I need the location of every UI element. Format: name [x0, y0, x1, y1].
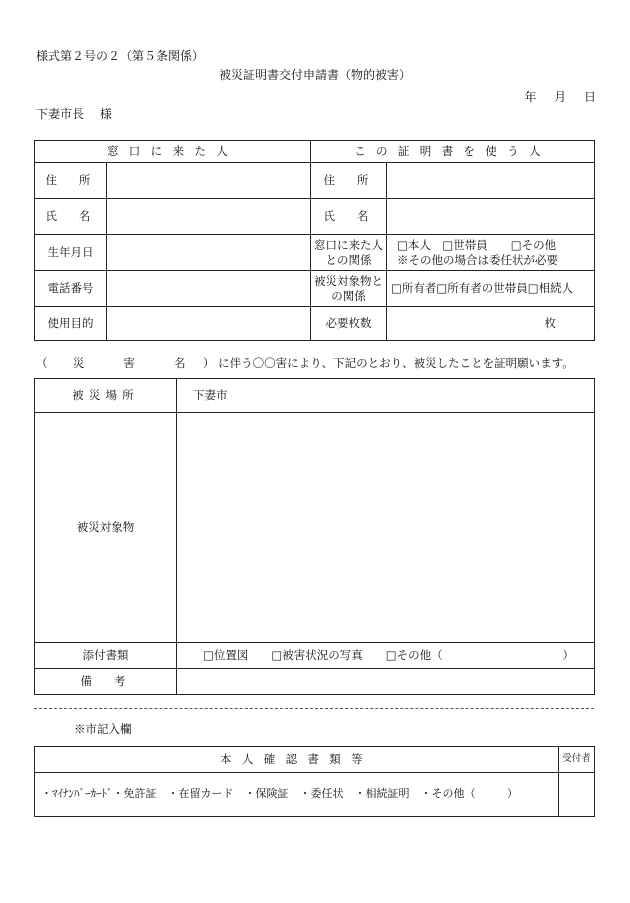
attachments-options[interactable]	[177, 643, 595, 669]
table-row	[35, 669, 595, 695]
request-statement	[36, 355, 574, 371]
document-title: 被災証明書交付申請書（物的被害）	[218, 68, 411, 82]
form-number: 様式第２号の２（第５条関係）	[36, 49, 205, 63]
left-header: 窓口に来た人	[35, 141, 311, 163]
id-docs-header: 本人確認書類等	[35, 747, 559, 773]
table-row	[35, 643, 595, 669]
disaster-name-placeholder[interactable]: 災 害 名	[72, 356, 200, 370]
relationship-label: 窓口に来た人との関係	[311, 235, 387, 271]
id-documents-table	[34, 746, 595, 817]
address-label: 住 所	[35, 163, 107, 199]
remarks-field[interactable]	[177, 669, 595, 695]
birthdate-label: 生年月日	[35, 235, 107, 271]
city-use-label: ※市記入欄	[74, 722, 132, 736]
phone-label: 電話番号	[35, 271, 107, 307]
table-row	[35, 413, 595, 643]
purpose-field[interactable]	[107, 307, 311, 341]
location-label: 被災場所	[35, 379, 177, 413]
relationship-options[interactable]	[387, 235, 595, 271]
receiver-header: 受付者	[559, 747, 595, 773]
object-relationship-options[interactable]: □所有者□所有者の世帯員□相続人	[387, 271, 595, 307]
user-name-label: 氏 名	[311, 199, 387, 235]
table-row	[35, 235, 595, 271]
copies-field[interactable]: 枚	[387, 307, 595, 341]
user-name-field[interactable]	[387, 199, 595, 235]
attachments-close: ）	[562, 648, 574, 663]
date-line: 年 月 日	[524, 90, 596, 104]
id-docs-list[interactable]: ・ﾏｲﾅﾝﾊﾞｰｶｰﾄﾞ・免許証 ・在留カード ・保険証 ・委任状 ・相続証明 ・その他（	[41, 787, 476, 801]
table-row	[35, 307, 595, 341]
user-address-field[interactable]	[387, 163, 595, 199]
name-label: 氏 名	[35, 199, 107, 235]
phone-field[interactable]	[107, 271, 311, 307]
address-field[interactable]	[107, 163, 311, 199]
id-docs-close: ）	[507, 787, 518, 801]
purpose-label: 使用目的	[35, 307, 107, 341]
attachments-label: 添付書類	[35, 643, 177, 669]
addressee: 下妻市長 様	[36, 107, 112, 121]
table-row	[35, 271, 595, 307]
table-row	[35, 773, 595, 817]
damaged-object-field[interactable]	[177, 413, 595, 643]
table-row	[35, 379, 595, 413]
copies-label: 必要枚数	[311, 307, 387, 341]
paren-open: （	[36, 356, 48, 370]
name-field[interactable]	[107, 199, 311, 235]
table-row	[35, 163, 595, 199]
right-header: この証明書を使う人	[311, 141, 595, 163]
table-row	[35, 199, 595, 235]
birthdate-field[interactable]	[107, 235, 311, 271]
location-field[interactable]: 下妻市	[177, 379, 595, 413]
applicant-table	[34, 140, 595, 341]
receiver-field[interactable]	[559, 773, 595, 817]
object-relationship-label: 被災対象物との関係	[311, 271, 387, 307]
attachments-checkboxes[interactable]: □位置図 □被害状況の写真 □その他（	[203, 648, 443, 663]
remarks-label: 備 考	[35, 669, 177, 695]
damage-table	[34, 378, 595, 695]
relationship-note: ※その他の場合は委任状が必要	[397, 252, 559, 267]
user-address-label: 住 所	[311, 163, 387, 199]
cut-line-divider	[34, 708, 594, 709]
request-text: に伴う〇〇害により、下記のとおり、被災したことを証明願います。	[218, 356, 574, 370]
id-docs-options[interactable]	[35, 773, 559, 817]
relationship-checkboxes[interactable]: □本人 □世帯員 □その他	[397, 237, 557, 252]
damaged-object-label: 被災対象物	[35, 413, 177, 643]
paren-close: ）	[202, 356, 215, 370]
